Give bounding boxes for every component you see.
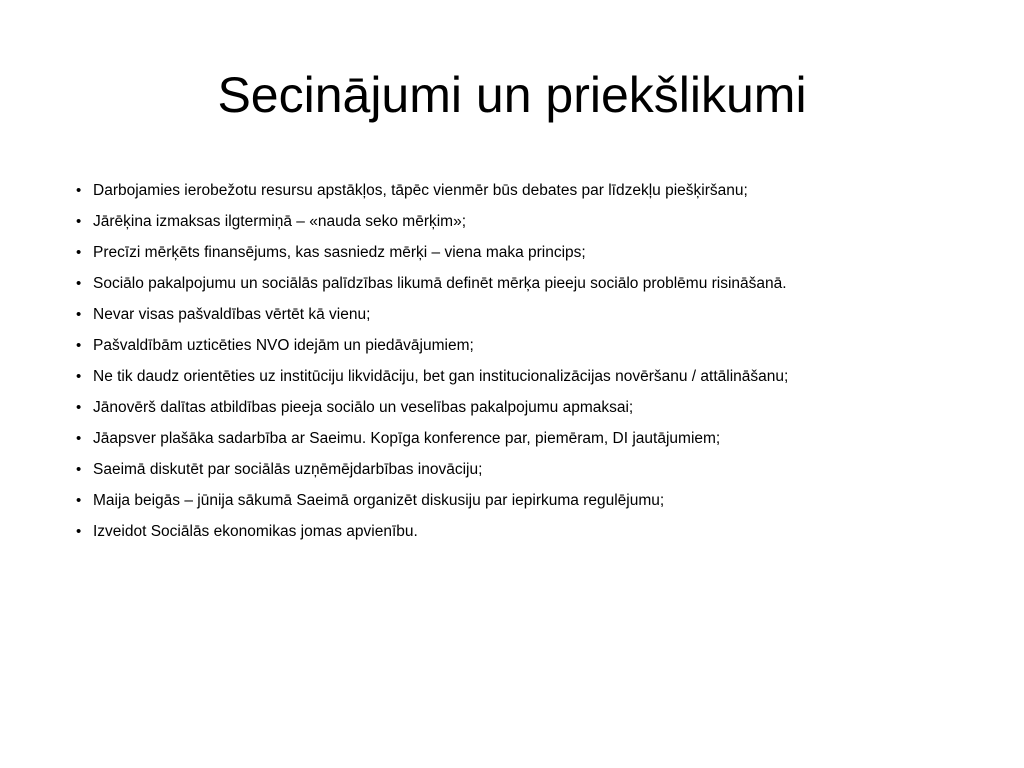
bullet-item — [76, 428, 964, 449]
bullet-item — [76, 521, 964, 542]
bullet-icon: • — [76, 244, 82, 261]
bullet-item — [76, 304, 964, 325]
bullet-icon: • — [76, 182, 82, 199]
bullet-text: Pašvaldībām uzticēties NVO idejām un piedāvājumiem; — [93, 337, 474, 354]
bullet-list — [76, 180, 964, 552]
bullet-icon: • — [76, 306, 82, 323]
bullet-item — [76, 211, 964, 232]
bullet-text: Saeimā diskutēt par sociālās uzņēmējdarbības inovāciju; — [93, 461, 483, 478]
bullet-icon: • — [76, 213, 82, 230]
bullet-item — [76, 242, 964, 263]
bullet-icon: • — [76, 275, 82, 292]
bullet-text: Maija beigās – jūnija sākumā Saeimā organizēt diskusiju par iepirkuma regulējumu; — [93, 492, 665, 509]
bullet-item — [76, 180, 964, 201]
bullet-text: Darbojamies ierobežotu resursu apstākļos, tāpēc vienmēr būs debates par līdzekļu piešķiršanu; — [93, 182, 748, 199]
bullet-text: Nevar visas pašvaldības vērtēt kā vienu; — [93, 306, 371, 323]
bullet-item — [76, 397, 964, 418]
bullet-item — [76, 366, 964, 387]
bullet-icon: • — [76, 430, 82, 447]
bullet-text: Sociālo pakalpojumu un sociālās palīdzības likumā definēt mērķa pieeju sociālo problēmu risināšanā. — [93, 275, 787, 292]
bullet-icon: • — [76, 337, 82, 354]
bullet-icon: • — [76, 492, 82, 509]
bullet-icon: • — [76, 461, 82, 478]
bullet-text: Jārēķina izmaksas ilgtermiņā – «nauda seko mērķim»; — [93, 213, 467, 230]
bullet-text: Izveidot Sociālās ekonomikas jomas apvienību. — [93, 523, 418, 540]
bullet-text: Jānovērš dalītas atbildības pieeja sociālo un veselības pakalpojumu apmaksai; — [93, 399, 634, 416]
bullet-text: Ne tik daudz orientēties uz institūciju likvidāciju, bet gan institucionalizācijas novēršanu / attālināšanu; — [93, 368, 789, 385]
slide-title: Secinājumi un priekšlikumi — [217, 67, 807, 123]
bullet-icon: • — [76, 399, 82, 416]
bullet-item — [76, 490, 964, 511]
bullet-item — [76, 459, 964, 480]
bullet-item — [76, 273, 964, 294]
bullet-icon: • — [76, 368, 82, 385]
bullet-item — [76, 335, 964, 356]
bullet-text: Precīzi mērķēts finansējums, kas sasniedz mērķi – viena maka princips; — [93, 244, 586, 261]
bullet-icon: • — [76, 523, 82, 540]
bullet-text: Jāapsver plašāka sadarbība ar Saeimu. Kopīga konference par, piemēram, DI jautājumiem; — [93, 430, 721, 447]
